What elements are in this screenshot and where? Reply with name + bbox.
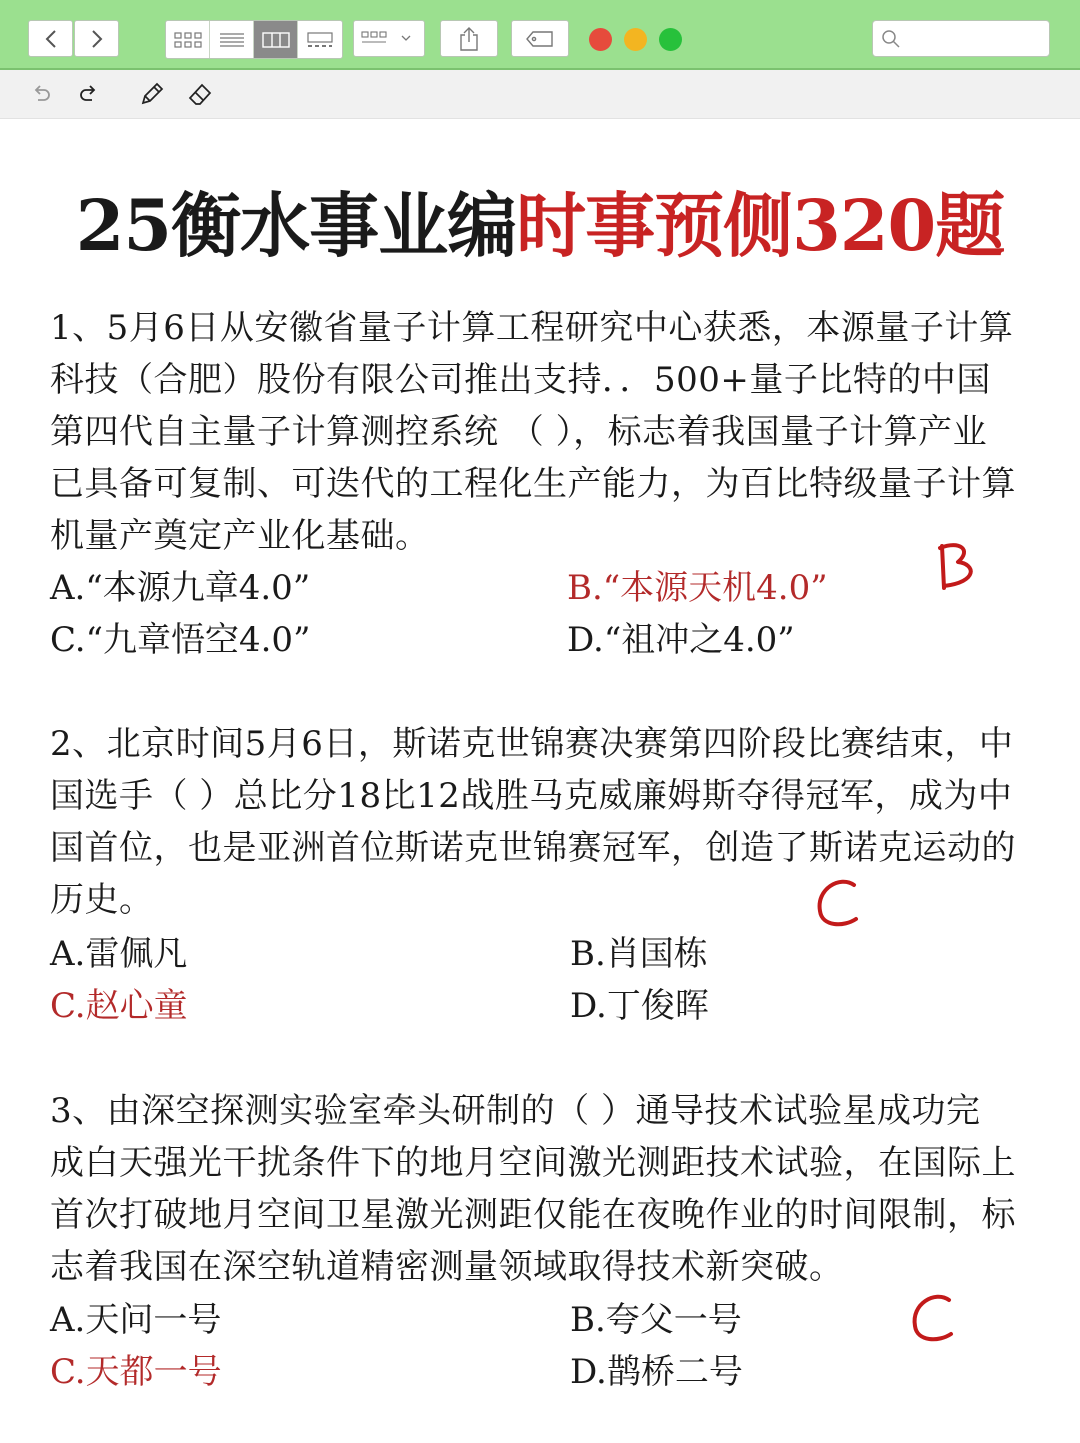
grid-view-button[interactable] bbox=[166, 21, 210, 58]
page-title bbox=[0, 170, 1080, 271]
question-line: 志着我国在深空轨道精密测量领域取得技术新突破。 bbox=[50, 1247, 844, 1287]
question-line: 机量产奠定产业化基础。 bbox=[50, 516, 430, 556]
title-black: 25衡水事业编 bbox=[75, 184, 517, 267]
chevron-right-icon bbox=[90, 29, 104, 49]
question-3-option-a: A.天问一号 bbox=[50, 1300, 222, 1340]
question-1-text bbox=[50, 302, 1035, 562]
question-line: 1、5月6日从安徽省量子计算工程研究中心获悉，本源量子计算 bbox=[50, 308, 1014, 348]
share-button[interactable] bbox=[440, 20, 498, 57]
toolbar bbox=[0, 0, 1080, 70]
gallery-view-icon bbox=[305, 31, 335, 49]
undo-icon bbox=[31, 83, 53, 105]
redo-button[interactable] bbox=[74, 80, 102, 108]
window-zoom-light[interactable] bbox=[659, 28, 682, 51]
columns-view-icon bbox=[261, 31, 291, 49]
pencil-button[interactable] bbox=[138, 80, 166, 108]
question-2-option-b: B.肖国栋 bbox=[570, 934, 708, 974]
columns-view-button[interactable] bbox=[254, 21, 298, 58]
handwritten-answer-c bbox=[905, 1290, 961, 1348]
window-close-light[interactable] bbox=[589, 28, 612, 51]
question-3-option-c: C.天都一号 bbox=[50, 1352, 222, 1392]
redo-icon bbox=[77, 83, 99, 105]
question-3-text bbox=[50, 1085, 1035, 1293]
question-line: 成白天强光干扰条件下的地月空间激光测距技术试验，在国际上 bbox=[50, 1143, 1016, 1183]
arrange-icon bbox=[360, 30, 418, 48]
view-mode-segmented bbox=[165, 20, 343, 59]
chevron-down-icon bbox=[402, 36, 410, 40]
question-line: 科技（合肥）股份有限公司推出支持．．500+量子比特的中国 bbox=[50, 360, 991, 400]
question-line: 3、由深空探测实验室牵头研制的（ ）通导技术试验星成功完 bbox=[50, 1091, 981, 1131]
arrange-dropdown[interactable] bbox=[353, 20, 425, 57]
eraser-button[interactable] bbox=[186, 80, 214, 108]
pencil-icon bbox=[139, 81, 165, 107]
question-1-option-b: B.“本源天机4.0” bbox=[567, 568, 828, 608]
question-2-text bbox=[50, 718, 1035, 926]
question-line: 国选手（ ）总比分18比12战胜马克威廉姆斯夺得冠军，成为中 bbox=[50, 776, 1013, 816]
eraser-icon bbox=[187, 81, 213, 107]
handwritten-answer-b bbox=[932, 538, 982, 594]
tag-icon bbox=[525, 29, 555, 49]
question-1-option-a: A.“本源九章4.0” bbox=[50, 568, 311, 608]
back-button[interactable] bbox=[28, 20, 73, 57]
question-line: 历史。 bbox=[50, 880, 154, 920]
search-field[interactable] bbox=[872, 20, 1050, 57]
list-view-icon bbox=[218, 31, 246, 49]
tag-button[interactable] bbox=[511, 20, 569, 57]
chevron-left-icon bbox=[44, 29, 58, 49]
title-red: 时事预侧320题 bbox=[516, 184, 1005, 267]
list-view-button[interactable] bbox=[210, 21, 254, 58]
gallery-view-button[interactable] bbox=[298, 21, 342, 58]
search-icon bbox=[881, 29, 901, 49]
question-1-option-d: D.“祖冲之4.0” bbox=[567, 620, 795, 660]
handwritten-answer-c bbox=[810, 875, 866, 933]
search-input[interactable] bbox=[905, 25, 1047, 53]
question-line: 第四代自主量子计算测控系统 （ ），标志着我国量子计算产业 bbox=[50, 412, 988, 452]
question-line: 首次打破地月空间卫星激光测距仅能在夜晚作业的时间限制，标 bbox=[50, 1195, 1016, 1235]
question-line: 国首位，也是亚洲首位斯诺克世锦赛冠军，创造了斯诺克运动的 bbox=[50, 828, 1016, 868]
question-2-option-d: D.丁俊晖 bbox=[570, 986, 709, 1026]
question-2-option-c: C.赵心童 bbox=[50, 986, 188, 1026]
share-icon bbox=[458, 26, 480, 52]
edit-toolbar bbox=[0, 70, 1080, 119]
grid-view-icon bbox=[173, 31, 203, 49]
question-1-option-c: C.“九章悟空4.0” bbox=[50, 620, 311, 660]
undo-button[interactable] bbox=[28, 80, 56, 108]
window-minimize-light[interactable] bbox=[624, 28, 647, 51]
question-line: 已具备可复制、可迭代的工程化生产能力，为百比特级量子计算 bbox=[50, 464, 1016, 504]
question-2-option-a: A.雷佩凡 bbox=[50, 934, 188, 974]
question-3-option-b: B.夸父一号 bbox=[570, 1300, 742, 1340]
forward-button[interactable] bbox=[74, 20, 119, 57]
question-3-option-d: D.鹊桥二号 bbox=[570, 1352, 743, 1392]
question-line: 2、北京时间5月6日，斯诺克世锦赛决赛第四阶段比赛结束，中 bbox=[50, 724, 1014, 764]
